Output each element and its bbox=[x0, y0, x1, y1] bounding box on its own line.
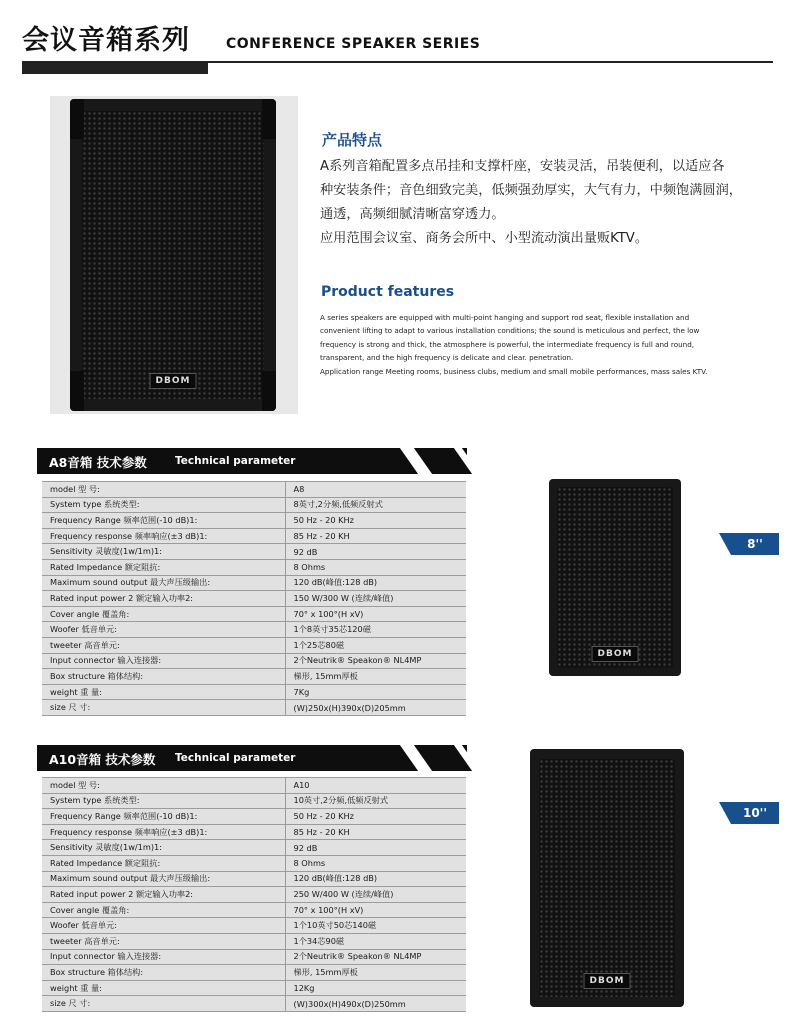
spec-row bbox=[42, 559, 466, 575]
features-cn-line: 通透，高频细腻清晰富穿透力。 bbox=[320, 207, 505, 222]
spec-value: 2个Neutrik® Speakon® NL4MP bbox=[285, 949, 466, 965]
spec-row bbox=[42, 824, 466, 840]
spec-label: Rated input power 2 额定输入功率2: bbox=[42, 887, 285, 903]
spec-value: 梯形, 15mm厚板 bbox=[285, 965, 466, 981]
title-divider-line bbox=[208, 61, 773, 63]
spec-label: Rated input power 2 额定输入功率2: bbox=[42, 591, 285, 607]
spec-row bbox=[42, 949, 466, 965]
spec-row bbox=[42, 793, 466, 809]
spec-row bbox=[42, 933, 466, 949]
spec-value: 50 Hz - 20 KHz bbox=[285, 809, 466, 825]
spec-label: size 尺 寸: bbox=[42, 996, 285, 1012]
speaker-corner-bracket bbox=[262, 99, 276, 139]
spec-value: (W)250x(H)390x(D)205mm bbox=[285, 700, 466, 716]
spec-value: A8 bbox=[285, 482, 466, 498]
a10-spec-heading-en: Technical parameter bbox=[175, 752, 296, 764]
features-cn-line: A系列音箱配置多点吊挂和支撑杆座，安装灵活，吊装便利，以适应各 bbox=[320, 159, 725, 174]
spec-row bbox=[42, 653, 466, 669]
spec-label: Woofer 低音单元: bbox=[42, 622, 285, 638]
spec-row bbox=[42, 591, 466, 607]
spec-label: Maximum sound output 最大声压级输出: bbox=[42, 575, 285, 591]
spec-value: 8英寸,2分频,低频反射式 bbox=[285, 497, 466, 513]
spec-value: 1个10英寸50芯140磁 bbox=[285, 918, 466, 934]
a8-spec-header bbox=[37, 448, 467, 474]
brand-logo: DBOM bbox=[584, 973, 631, 989]
a10-speaker-photo bbox=[530, 749, 684, 1007]
speaker-corner-bracket bbox=[70, 371, 84, 411]
spec-label: model 型 号: bbox=[42, 482, 285, 498]
spec-value: 10英寸,2分频,低频反射式 bbox=[285, 793, 466, 809]
spec-value: 70° x 100°(H xV) bbox=[285, 902, 466, 918]
spec-label: size 尺 寸: bbox=[42, 700, 285, 716]
spec-label: weight 重 量: bbox=[42, 684, 285, 700]
a10-spec-heading-cn: A10音箱 技术参数 bbox=[49, 752, 156, 767]
features-en-line: convenient lifting to adapt to various installation conditions; the sound is meticulous and perfect, the low bbox=[320, 326, 700, 336]
spec-label: tweeter 高音单元: bbox=[42, 637, 285, 653]
spec-row bbox=[42, 528, 466, 544]
features-heading-en: Product features bbox=[321, 284, 455, 300]
spec-label: weight 重 量: bbox=[42, 980, 285, 996]
spec-value: 92 dB bbox=[285, 840, 466, 856]
speaker-grille bbox=[82, 111, 263, 398]
spec-label: Frequency Range 频率范围(-10 dB)1: bbox=[42, 513, 285, 529]
spec-row bbox=[42, 778, 466, 794]
a10-size-tag: 10'' bbox=[731, 802, 779, 824]
spec-row bbox=[42, 965, 466, 981]
spec-value: 150 W/300 W (连续/峰值) bbox=[285, 591, 466, 607]
spec-label: System type 系统类型: bbox=[42, 793, 285, 809]
speaker-corner-bracket bbox=[70, 99, 84, 139]
spec-value: 1个25芯80磁 bbox=[285, 637, 466, 653]
spec-value: A10 bbox=[285, 778, 466, 794]
spec-label: tweeter 高音单元: bbox=[42, 933, 285, 949]
spec-value: 1个8英寸35芯120磁 bbox=[285, 622, 466, 638]
title-underline-bar bbox=[22, 61, 208, 74]
spec-row bbox=[42, 544, 466, 560]
page-title-cn: 会议音箱系列 bbox=[22, 25, 190, 56]
spec-value: 7Kg bbox=[285, 684, 466, 700]
spec-label: model 型 号: bbox=[42, 778, 285, 794]
spec-label: Cover angle 覆盖角: bbox=[42, 606, 285, 622]
features-en-line: Application range Meeting rooms, business clubs, medium and small mobile performances, mass sales KTV. bbox=[320, 366, 708, 376]
spec-value: 120 dB(峰值:128 dB) bbox=[285, 871, 466, 887]
a8-speaker-photo bbox=[549, 479, 681, 676]
speaker-grille bbox=[557, 487, 673, 668]
spec-label: Box structure 箱体结构: bbox=[42, 965, 285, 981]
spec-label: Sensitivity 灵敏度(1w/1m)1: bbox=[42, 544, 285, 560]
spec-row bbox=[42, 637, 466, 653]
spec-label: Input connector 输入连接器: bbox=[42, 949, 285, 965]
spec-row bbox=[42, 622, 466, 638]
spec-value: 8 Ohms bbox=[285, 559, 466, 575]
spec-value: 250 W/400 W (连续/峰值) bbox=[285, 887, 466, 903]
features-en-line: transparent, and the high frequency is delicate and clear. penetration. bbox=[320, 353, 574, 363]
spec-label: Maximum sound output 最大声压级输出: bbox=[42, 871, 285, 887]
spec-row bbox=[42, 918, 466, 934]
main-speaker-photo bbox=[70, 99, 276, 411]
spec-row bbox=[42, 700, 466, 716]
a10-spec-table bbox=[42, 777, 466, 1012]
spec-row bbox=[42, 497, 466, 513]
spec-value: 92 dB bbox=[285, 544, 466, 560]
a8-spec-heading-en: Technical parameter bbox=[175, 455, 296, 467]
spec-row bbox=[42, 871, 466, 887]
spec-row bbox=[42, 980, 466, 996]
spec-value: 120 dB(峰值:128 dB) bbox=[285, 575, 466, 591]
spec-label: Frequency Range 频率范围(-10 dB)1: bbox=[42, 809, 285, 825]
a8-size-tag: 8'' bbox=[731, 533, 779, 555]
a8-spec-heading-cn: A8音箱 技术参数 bbox=[49, 455, 147, 470]
spec-row bbox=[42, 996, 466, 1012]
spec-value: 8 Ohms bbox=[285, 855, 466, 871]
spec-value: (W)300x(H)490x(D)250mm bbox=[285, 996, 466, 1012]
spec-value: 50 Hz - 20 KHz bbox=[285, 513, 466, 529]
brand-logo: DBOM bbox=[150, 373, 197, 389]
spec-row bbox=[42, 575, 466, 591]
features-cn-line: 应用范围会议室、商务会所中、小型流动演出量贩KTV。 bbox=[320, 231, 649, 246]
spec-label: Frequency response 频率响应(±3 dB)1: bbox=[42, 528, 285, 544]
spec-label: Frequency response 频率响应(±3 dB)1: bbox=[42, 824, 285, 840]
features-text-en bbox=[320, 311, 740, 378]
spec-label: System type 系统类型: bbox=[42, 497, 285, 513]
speaker-grille bbox=[539, 759, 675, 996]
spec-label: Sensitivity 灵敏度(1w/1m)1: bbox=[42, 840, 285, 856]
spec-row bbox=[42, 684, 466, 700]
spec-row bbox=[42, 902, 466, 918]
spec-row bbox=[42, 513, 466, 529]
spec-row bbox=[42, 606, 466, 622]
spec-row bbox=[42, 840, 466, 856]
spec-label: Box structure 箱体结构: bbox=[42, 669, 285, 685]
spec-label: Rated Impedance 额定阻抗: bbox=[42, 559, 285, 575]
features-heading-cn: 产品特点 bbox=[322, 131, 383, 149]
spec-value: 1个34芯90磁 bbox=[285, 933, 466, 949]
spec-label: Input connector 输入连接器: bbox=[42, 653, 285, 669]
a8-spec-table bbox=[42, 481, 466, 716]
page-title-en: CONFERENCE SPEAKER SERIES bbox=[226, 36, 481, 52]
spec-label: Rated Impedance 额定阻抗: bbox=[42, 855, 285, 871]
spec-value: 梯形, 15mm厚板 bbox=[285, 669, 466, 685]
spec-row bbox=[42, 887, 466, 903]
spec-label: Cover angle 覆盖角: bbox=[42, 902, 285, 918]
spec-label: Woofer 低音单元: bbox=[42, 918, 285, 934]
features-cn-line: 种安装条件；音色细致完美，低频强劲厚实，大气有力，中频饱满圆润， bbox=[320, 183, 742, 198]
spec-value: 70° x 100°(H xV) bbox=[285, 606, 466, 622]
a10-spec-header bbox=[37, 745, 467, 771]
spec-row bbox=[42, 809, 466, 825]
brand-logo: DBOM bbox=[592, 646, 639, 662]
features-en-line: frequency is strong and thick, the atmosphere is powerful, the intermediate frequency is full and round, bbox=[320, 339, 695, 349]
features-text-cn bbox=[320, 155, 740, 251]
spec-row bbox=[42, 855, 466, 871]
spec-value: 85 Hz - 20 KH bbox=[285, 528, 466, 544]
spec-value: 85 Hz - 20 KH bbox=[285, 824, 466, 840]
features-en-line: A series speakers are equipped with multi-point hanging and support rod seat, flexible installation and bbox=[320, 313, 690, 322]
speaker-corner-bracket bbox=[262, 371, 276, 411]
spec-value: 12Kg bbox=[285, 980, 466, 996]
spec-value: 2个Neutrik® Speakon® NL4MP bbox=[285, 653, 466, 669]
spec-row bbox=[42, 482, 466, 498]
spec-row bbox=[42, 669, 466, 685]
